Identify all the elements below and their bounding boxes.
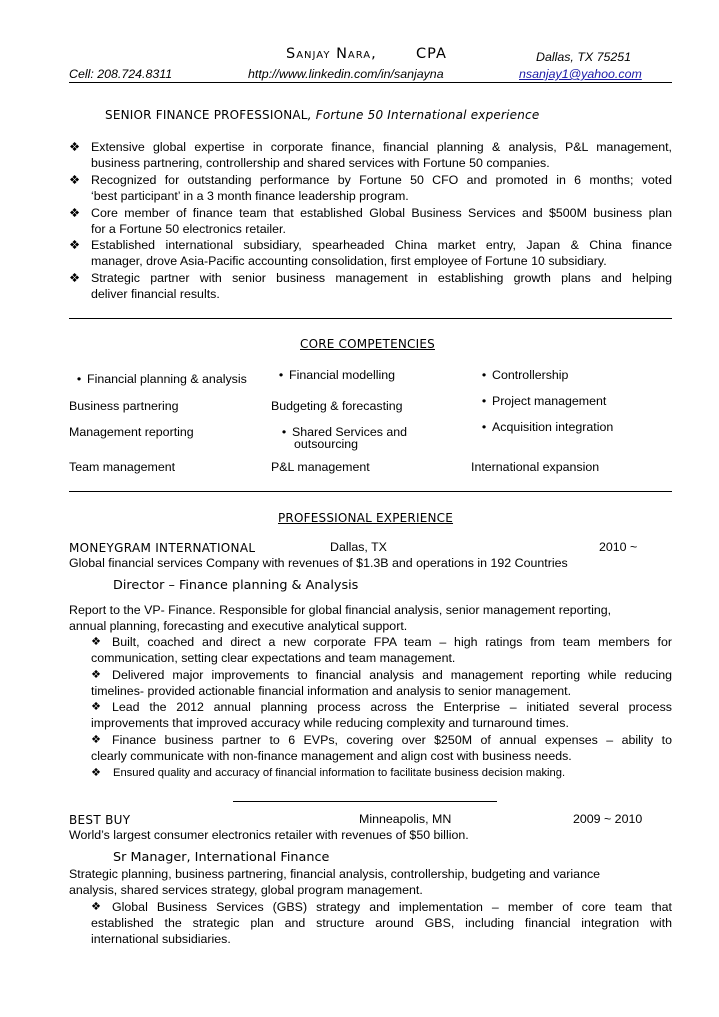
diamond-icon: ❖ [69, 140, 81, 154]
competency-item: Budgeting & forecasting [271, 399, 403, 413]
summary-bullet-5-line-1: Strategic partner with senior business management in establishing growth plans and helping [91, 271, 672, 285]
summary-bullet-4-line-2: manager, drove Asia-Pacific accounting consolidation, first employee of Fortune 10 subsidiary. [91, 254, 607, 268]
bullet-dot-icon: • [481, 368, 487, 382]
role-summary-line-2: analysis, shared services strategy, global program management. [69, 883, 423, 897]
job-bullet-1-line-1: Built, coached and direct a new corporate FPA team – high ratings from team members for [112, 635, 672, 649]
email-link[interactable]: nsanjay1@yahoo.com [519, 67, 642, 81]
role-summary-line-2: annual planning, forecasting and executive analytical support. [69, 619, 408, 633]
company-name: BEST BUY [69, 813, 131, 827]
diamond-icon: ❖ [91, 701, 102, 713]
diamond-icon: ❖ [91, 901, 102, 913]
job-role: Director – Finance planning & Analysis [113, 578, 359, 593]
diamond-icon: ❖ [91, 734, 102, 746]
job-bullet-1-line-2: established the strategic plan and structure around GBS, including financial integration with [91, 916, 672, 930]
job-location: Minneapolis, MN [359, 812, 452, 826]
job-bullet-2-line-1: Delivered major improvements to financial analysis and management reporting while reducing [112, 668, 672, 682]
company-description: Global financial services Company with revenues of $1.3B and operations in 192 Countries [69, 556, 568, 570]
role-summary-line-1: Report to the VP- Finance. Responsible for global financial analysis, senior management reporting, [69, 603, 612, 617]
job-dates: 2009 ~ 2010 [573, 812, 643, 826]
summary-divider [69, 318, 672, 319]
bullet-dot-icon: • [481, 394, 487, 408]
diamond-icon: ❖ [91, 767, 102, 779]
experience-title: PROFESSIONAL EXPERIENCE [278, 511, 454, 525]
job-bullet-1-line-1: Global Business Services (GBS) strategy and implementation – member of core team that [112, 900, 672, 914]
diamond-icon: ❖ [69, 173, 81, 187]
job-bullet-2-line-2: timelines- provided actionable financial information and analysis to senior management. [91, 684, 572, 698]
job-bullet-4-line-2: clearly communicate with non-finance management and align cost with business needs. [91, 749, 572, 763]
competency-item: International expansion [471, 460, 600, 474]
job-bullet-5-line-1: Ensured quality and accuracy of financial information to facilitate business decision making. [113, 767, 566, 779]
location: Dallas, TX 75251 [536, 50, 632, 64]
summary-bullet-2-line-2: ‘best participant’ in a 3 month finance leadership program. [91, 189, 409, 203]
summary-bullet-2-line-1: Recognized for outstanding performance by Fortune 50 CFO and promoted in 6 months; voted [91, 173, 672, 187]
competency-item: • Financial planning & analysis [71, 371, 247, 387]
competency-item: • Controllership [476, 367, 568, 383]
company-name: MONEYGRAM INTERNATIONAL [69, 541, 256, 555]
summary-bullet-3-line-1: Core member of finance team that established Global Business Services and $500M business plan [91, 206, 672, 220]
job-bullet-3-line-2: improvements that improved accuracy while reducing complexity and turnaround times. [91, 716, 569, 730]
competency-item: • Project management [476, 393, 606, 409]
role-summary-line-1: Strategic planning, business partnering, financial analysis, controllership, budgeting and variance [69, 867, 601, 881]
header-divider [69, 82, 672, 83]
summary-heading [105, 107, 539, 123]
summary-bullet-1-line-2: business partnering, controllership and shared services with Fortune 50 companies. [91, 156, 550, 170]
job-bullet-1-line-2: communication, setting clear expectations and team management. [91, 651, 456, 665]
diamond-icon: ❖ [69, 238, 81, 252]
competency-item-continued: outsourcing [294, 437, 359, 451]
job-divider [233, 801, 497, 802]
bullet-dot-icon: • [278, 368, 284, 382]
job-bullet-4-line-1: Finance business partner to 6 EVPs, covering over $250M of annual expenses – ability to [112, 733, 672, 747]
diamond-icon: ❖ [91, 636, 102, 648]
candidate-name: Sanjay Nara, [286, 46, 377, 62]
competency-item: Team management [69, 460, 176, 474]
cell-phone: Cell: 208.724.8311 [69, 67, 173, 81]
summary-bullet-4-line-1: Established international subsidiary, spearheaded China market entry, Japan & China finance [91, 238, 672, 252]
job-role: Sr Manager, International Finance [113, 850, 330, 865]
competency-item: P&L management [271, 460, 370, 474]
linkedin-url[interactable]: http://www.linkedin.com/in/sanjayna [248, 67, 444, 81]
summary-title: SENIOR FINANCE PROFESSIONAL [105, 108, 308, 122]
competency-item: Business partnering [69, 399, 179, 413]
diamond-icon: ❖ [91, 669, 102, 681]
diamond-icon: ❖ [69, 206, 81, 220]
competencies-title: CORE COMPETENCIES [300, 337, 435, 351]
summary-bullet-5-line-2: deliver financial results. [91, 287, 220, 301]
diamond-icon: ❖ [69, 271, 81, 285]
competency-item: • Financial modelling [273, 367, 395, 383]
company-description: World’s largest consumer electronics retailer with revenues of $50 billion. [69, 828, 469, 842]
competencies-divider [69, 491, 672, 492]
summary-subtitle: , Fortune 50 International experience [307, 108, 540, 122]
job-location: Dallas, TX [330, 540, 387, 554]
bullet-dot-icon: • [481, 420, 487, 434]
job-bullet-3-line-1: Lead the 2012 annual planning process across the Enterprise – initiated several process [112, 700, 672, 714]
bullet-dot-icon: • [76, 372, 82, 386]
summary-bullet-3-line-2: for a Fortune 50 electronics retailer. [91, 222, 286, 236]
summary-bullet-1-line-1: Extensive global expertise in corporate finance, financial planning & analysis, P&L management, [91, 140, 672, 154]
job-dates: 2010 ~ [599, 540, 638, 554]
competency-item: • Shared Services and [276, 424, 407, 440]
job-bullet-1-line-3: international subsidiaries. [91, 932, 231, 946]
competency-item: • Acquisition integration [476, 419, 613, 435]
credential: CPA [416, 46, 447, 62]
competency-item: Management reporting [69, 425, 194, 439]
bullet-dot-icon: • [281, 425, 287, 439]
